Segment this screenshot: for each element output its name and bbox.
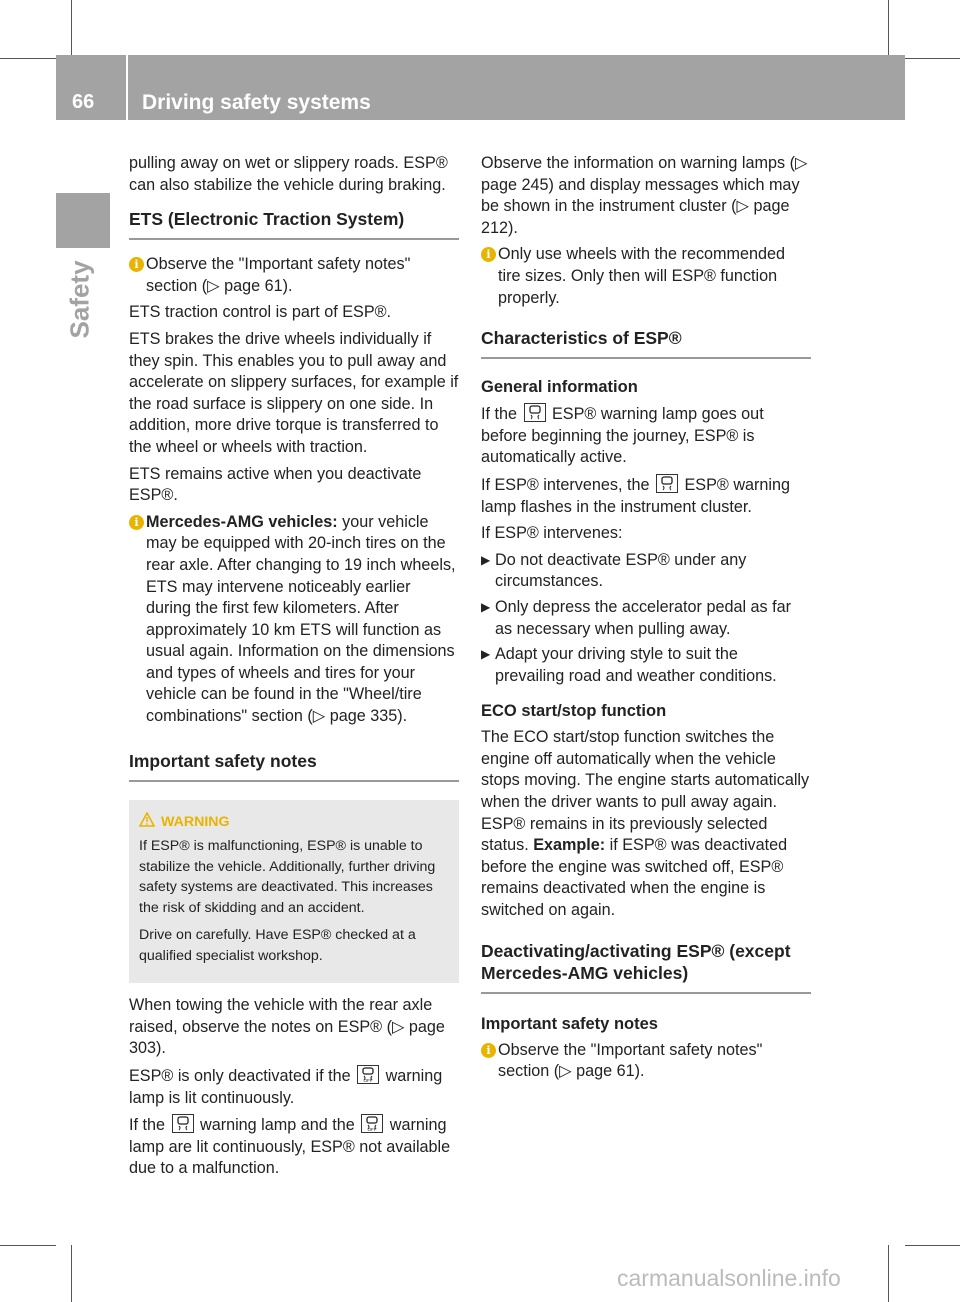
- ets-paragraph: ETS traction control is part of ESP®.: [129, 303, 392, 322]
- esp-off-warning-lamp-icon: [361, 1114, 383, 1133]
- list-item: ▶ Do not deactivate ESP® under any circumstances.: [481, 550, 747, 591]
- safety-info-note: i Observe the "Important safety notes" section (▷ page 61).: [481, 1040, 811, 1083]
- list-item: ▶ Only depress the accelerator pedal as far as necessary when pulling away.: [481, 597, 792, 638]
- ets-paragraph: ETS brakes the drive wheels individually if they spin. This enables you to pull away and accelerate on slippery surfaces, for example if the road surface is slippery on one side. In addition, more drive torque is transferred to the wheel or wheels with traction.: [129, 329, 459, 456]
- general-paragraph: If the ESP® warning lamp goes out before beginning the journey, ESP® is automatically active.: [481, 405, 764, 467]
- page-header: [56, 55, 905, 120]
- general-paragraph: If ESP® intervenes, the ESP® warning lamp flashes in the instrument cluster.: [481, 475, 791, 516]
- info-icon: i: [481, 247, 496, 262]
- page-title: Driving safety systems: [142, 91, 371, 114]
- crop-mark: [71, 0, 72, 58]
- observe-paragraph: Observe the information on warning lamps (▷ page 245) and display messages which may be shown in the instrument cluster (▷ page 212).: [481, 154, 808, 237]
- ets-paragraph: ETS remains active when you deactivate ESP®.: [129, 464, 422, 505]
- svg-text:OFF: OFF: [367, 1127, 377, 1133]
- eco-heading: ECO start/stop function: [481, 702, 667, 721]
- deactivating-heading: Deactivating/activating ESP® (except Mercedes-AMG vehicles): [481, 940, 811, 994]
- list-item: ▶ Adapt your driving style to suit the prevailing road and weather conditions.: [481, 645, 777, 685]
- lamps-paragraph: If the warning lamp and the OFF warning lamp are lit continuously, ESP® not available due to a malfunction.: [129, 1116, 451, 1178]
- info-icon: i: [481, 1043, 496, 1058]
- header-divider: [126, 55, 128, 120]
- warning-text: Drive on carefully. Have ESP® checked at a qualified specialist workshop.: [139, 927, 416, 964]
- esp-off-warning-lamp-icon: [357, 1065, 379, 1084]
- page-number: 66: [72, 91, 95, 113]
- intro-paragraph: pulling away on wet or slippery roads. ESP® can also stabilize the vehicle during braking.: [129, 154, 448, 194]
- side-tab-marker: [56, 193, 110, 248]
- crop-mark: [71, 1245, 72, 1302]
- safety-notes-subheading: Important safety notes: [481, 1014, 658, 1033]
- wheels-info-note: i Only use wheels with the recommended tire sizes. Only then will ESP® function properly.: [481, 244, 811, 309]
- crop-mark: [905, 1245, 960, 1246]
- warning-header: WARNING: [139, 812, 449, 833]
- general-paragraph: If ESP® intervenes:: [481, 524, 623, 543]
- esp-warning-lamp-icon: [524, 403, 546, 422]
- warning-text: If ESP® is malfunctioning, ESP® is unable to stabilize the vehicle. Additionally, further driving safety systems are deactivated. This increases the risk of skidding and an accident.: [139, 838, 436, 916]
- characteristics-heading: Characteristics of ESP®: [481, 327, 811, 359]
- arrow-bullet-icon: ▶: [481, 552, 491, 567]
- info-icon: i: [129, 257, 144, 272]
- general-info-heading: General information: [481, 378, 638, 397]
- svg-text:OFF: OFF: [363, 1077, 373, 1083]
- arrow-bullet-icon: ▶: [481, 599, 491, 614]
- crop-mark: [905, 58, 960, 59]
- watermark: carmanualsonline.info: [617, 1265, 841, 1291]
- amg-info-note: i Mercedes-AMG vehicles: your vehicle may be equipped with 20-inch tires on the rear axle. After changing to 19 inch wheels, ETS may intervene noticeably earlier during the first few kilometers. After approximately 10 km ETS will function as usual again. Information on the dimensions and types of wheels and tires for your vehicle can be found in the "Wheel/tire combinations" section (▷ page 335).: [129, 512, 459, 728]
- info-icon: i: [129, 515, 144, 530]
- crop-mark: [0, 58, 56, 59]
- towing-paragraph: When towing the vehicle with the rear axle raised, observe the notes on ESP® (▷ page 303).: [129, 996, 445, 1058]
- right-column: [481, 153, 811, 1088]
- esp-warning-lamp-icon: [172, 1114, 194, 1133]
- warning-box: [129, 800, 459, 984]
- crop-mark: [0, 1245, 56, 1246]
- eco-paragraph: The ECO start/stop function switches the engine off automatically when the vehicle stops moving. The engine starts automatically when the driver wants to pull away again. ESP® remains in its previously selected status. Example: if ESP® was deactivated before the engine was switched off, ESP® remains deactivated when the engine is switched on again.: [481, 728, 810, 920]
- warning-triangle-icon: [139, 812, 155, 834]
- section-tab-label: Safety: [64, 260, 95, 339]
- amg-label: Mercedes-AMG vehicles:: [146, 512, 338, 531]
- safety-notes-heading: Important safety notes: [129, 750, 459, 782]
- example-label: Example:: [533, 836, 606, 855]
- deactivation-paragraph: ESP® is only deactivated if the OFF warning lamp is lit continuously.: [129, 1066, 443, 1107]
- ets-info-note: i Observe the "Important safety notes" section (▷ page 61).: [129, 254, 459, 297]
- arrow-bullet-icon: ▶: [481, 647, 491, 662]
- ets-heading: ETS (Electronic Traction System): [129, 208, 459, 240]
- esp-warning-lamp-icon: [656, 474, 678, 493]
- left-column: [129, 153, 459, 1185]
- crop-mark: [888, 1245, 889, 1302]
- crop-mark: [888, 0, 889, 58]
